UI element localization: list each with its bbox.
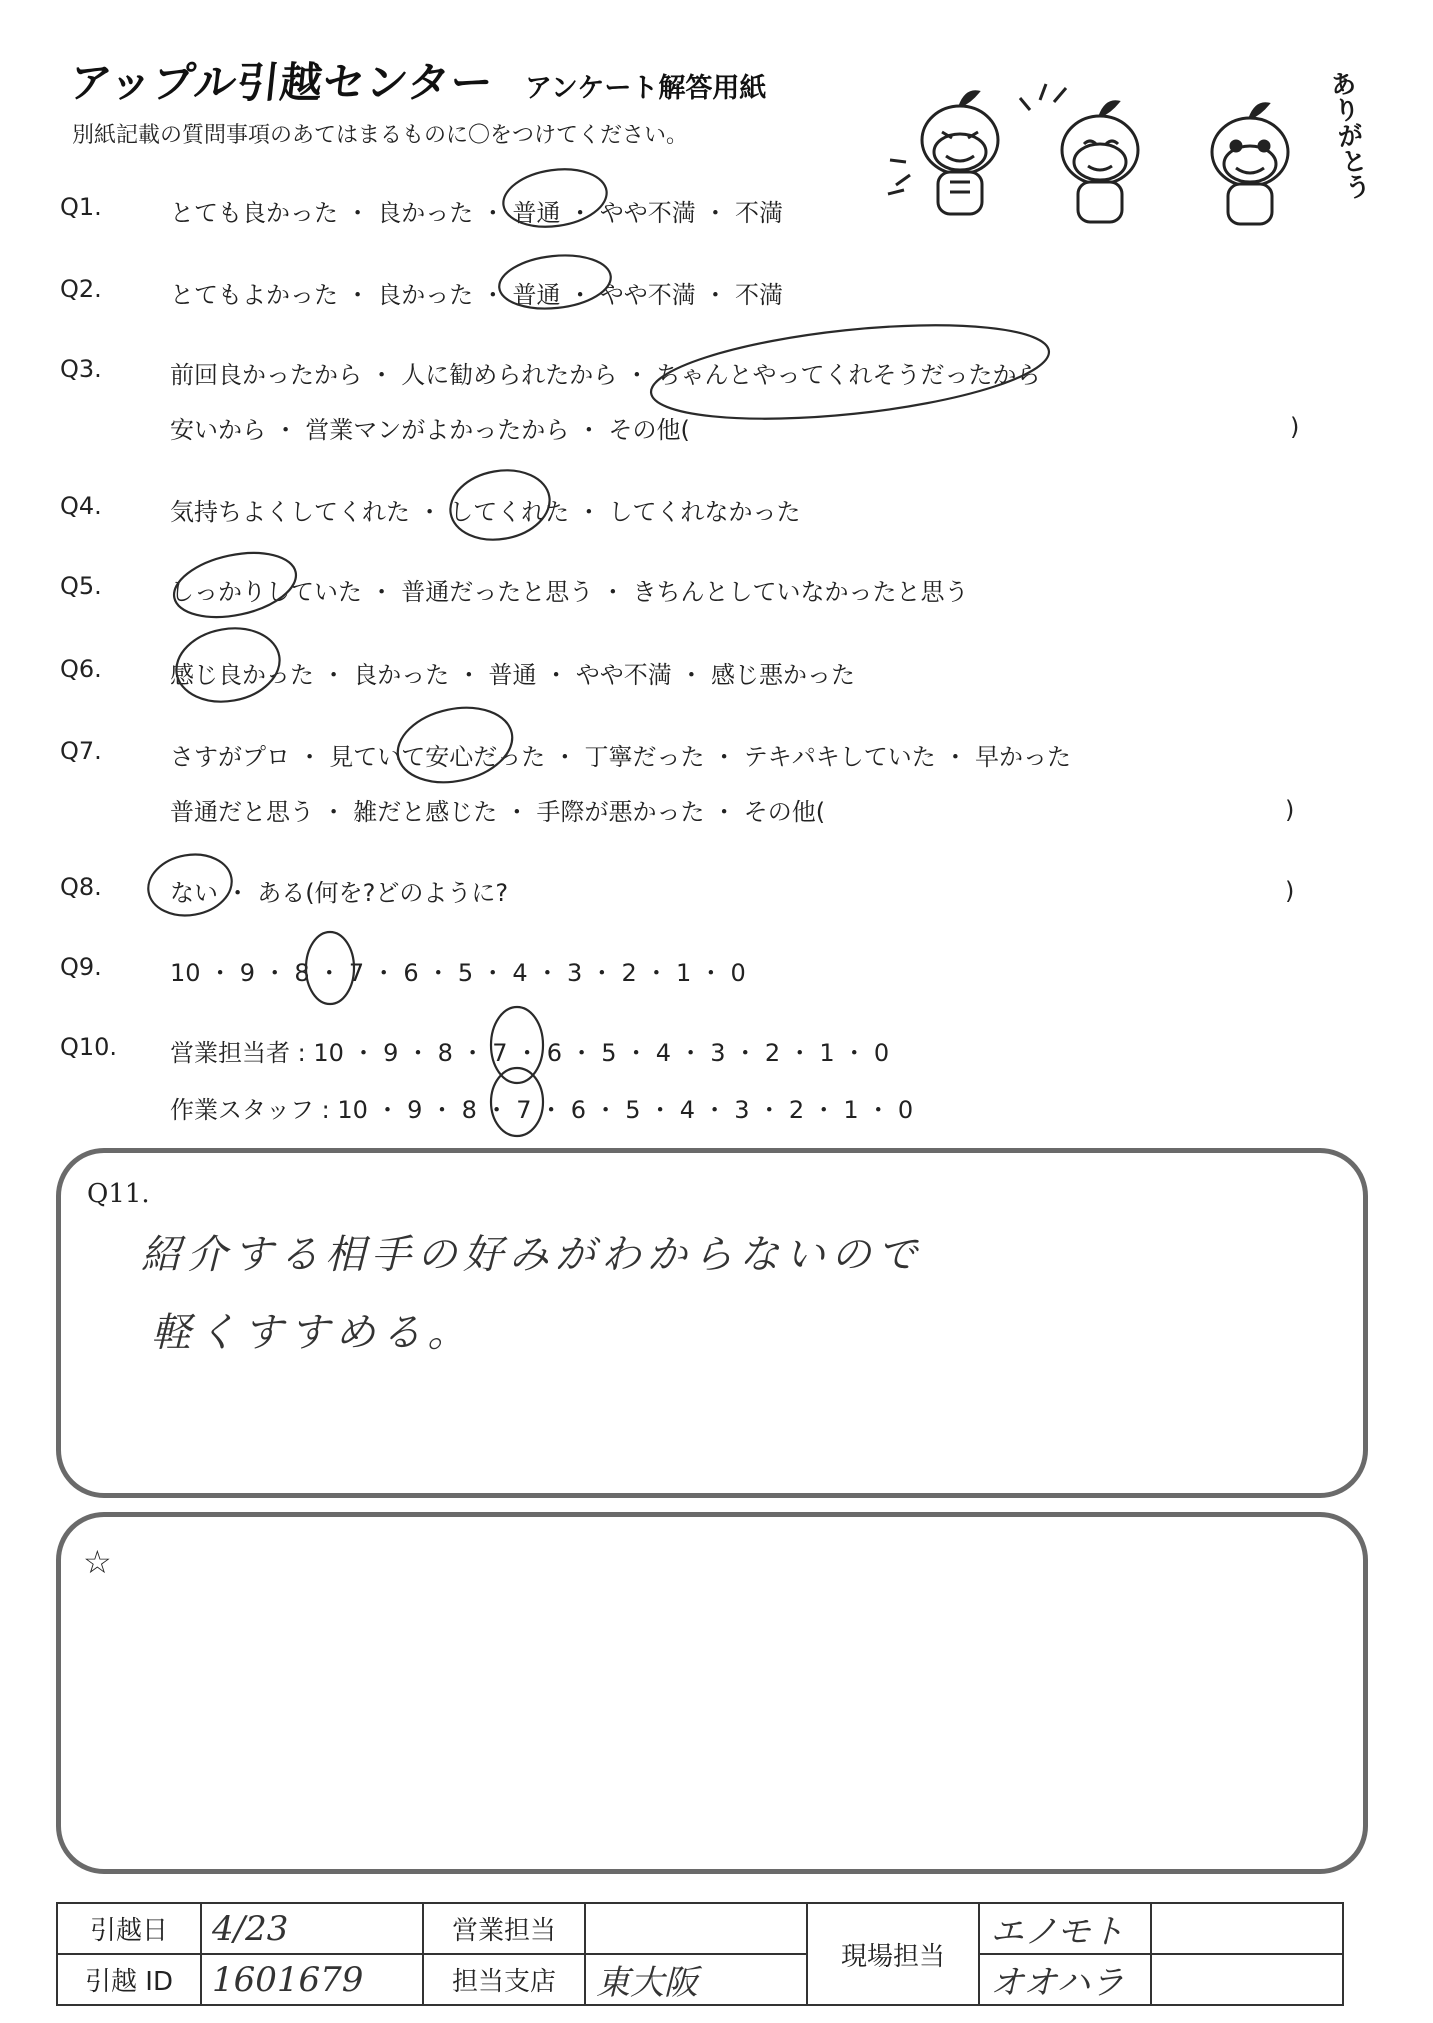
- site-value-2: オオハラ: [979, 1954, 1151, 2005]
- form-title: アンケート解答用紙: [525, 73, 767, 104]
- q10-number: Q10.: [60, 1033, 118, 1061]
- q9-scale: 10 ・ 9 ・ 8 ・ 7 ・ 6 ・ 5 ・ 4 ・ 3 ・ 2 ・ 1 ・ 0: [170, 959, 746, 987]
- moving-id-value: 1601679: [201, 1954, 423, 2005]
- q11-label: Q11.: [87, 1179, 150, 1209]
- q10-staff-scale: 作業スタッフ : 10 ・ 9 ・ 8 ・ 7 ・ 6 ・ 5 ・ 4 ・ 3 ・ 2 ・ 1 ・ 0: [170, 1096, 914, 1124]
- q6-options: 感じ良かった ・ 良かった ・ 普通 ・ やや不満 ・ 感じ悪かった: [170, 661, 856, 689]
- site-value-1: エノモト: [979, 1903, 1151, 1954]
- q8-close: ): [1285, 877, 1295, 905]
- q7-number: Q7.: [60, 737, 102, 765]
- site-extra-1: [1151, 1903, 1343, 1954]
- q8-options: ない ・ ある(何を?どのように?: [170, 879, 509, 907]
- q6-number: Q6.: [60, 655, 102, 683]
- q3-number: Q3.: [60, 355, 102, 383]
- instruction-text: 別紙記載の質問事項のあてはまるものに〇をつけてください。: [72, 123, 689, 148]
- site-extra-2: [1151, 1954, 1343, 2005]
- circle-mark-q10-sales: [491, 1007, 543, 1083]
- q3-options-line2: 安いから ・ 営業マンがよかったから ・ その他(: [170, 416, 690, 444]
- site-label: 現場担当: [807, 1903, 979, 2005]
- circle-mark-q3: [647, 309, 1054, 434]
- circle-mark-q8: [143, 848, 236, 922]
- moving-date-label: 引越日: [57, 1903, 201, 1954]
- q3-other-close: ): [1290, 413, 1300, 441]
- circle-mark-q2: [497, 250, 614, 313]
- moving-id-label: 引越 ID: [57, 1954, 201, 2005]
- q1-number: Q1.: [60, 193, 102, 221]
- q9-number: Q9.: [60, 953, 102, 981]
- star-icon: ☆: [83, 1543, 112, 1581]
- circle-mark-q10-staff: [491, 1068, 543, 1136]
- branch-label: 担当支店: [423, 1954, 585, 2005]
- star-comment-box: [56, 1512, 1368, 1874]
- circle-mark-q4: [445, 463, 555, 547]
- sales-label: 営業担当: [423, 1903, 585, 1954]
- q3-options-line1: 前回良かったから ・ 人に勧められたから ・ ちゃんとやってくれそうだったから: [170, 361, 1041, 389]
- q5-number: Q5.: [60, 572, 102, 600]
- q7-other-close: ): [1285, 796, 1295, 824]
- circle-mark-q7: [391, 698, 519, 793]
- q5-options: しっかりしていた ・ 普通だったと思う ・ きちんとしていなかったと思う: [170, 578, 969, 606]
- circle-mark-q6: [171, 621, 286, 710]
- q1-options: とても良かった ・ 良かった ・ 普通 ・ やや不満 ・ 不満: [170, 199, 784, 227]
- q10-sales-scale: 営業担当者 : 10 ・ 9 ・ 8 ・ 7 ・ 6 ・ 5 ・ 4 ・ 3 ・ 2 ・ 1 ・ 0: [170, 1039, 890, 1067]
- q11-answer-line1: 紹介する相手の好みがわからないので: [141, 1232, 923, 1278]
- circle-mark-q9: [306, 932, 354, 1004]
- thanks-text: ありがとう: [1324, 68, 1372, 202]
- circle-mark-q5: [168, 543, 302, 627]
- q2-number: Q2.: [60, 275, 102, 303]
- q11-answer-line2: 軽くすすめる。: [151, 1310, 474, 1356]
- company-title: アップル引越センター: [67, 58, 497, 107]
- footer-info-table: [56, 1902, 1344, 2006]
- moving-date-value: 4/23: [201, 1903, 423, 1954]
- branch-value: 東大阪: [585, 1954, 807, 2005]
- sales-value: [585, 1903, 807, 1954]
- q8-number: Q8.: [60, 873, 102, 901]
- q2-options: とてもよかった ・ 良かった ・ 普通 ・ やや不満 ・ 不満: [170, 281, 784, 309]
- q4-number: Q4.: [60, 492, 102, 520]
- q4-options: 気持ちよくしてくれた ・ してくれた ・ してくれなかった: [170, 498, 801, 526]
- q11-box: [56, 1148, 1368, 1498]
- q7-options-line1: さすがプロ ・ 見ていて安心だった ・ 丁寧だった ・ テキパキしていた ・ 早かった: [170, 743, 1072, 771]
- circle-mark-q1: [500, 163, 611, 233]
- q7-options-line2: 普通だと思う ・ 雑だと感じた ・ 手際が悪かった ・ その他(: [170, 798, 826, 826]
